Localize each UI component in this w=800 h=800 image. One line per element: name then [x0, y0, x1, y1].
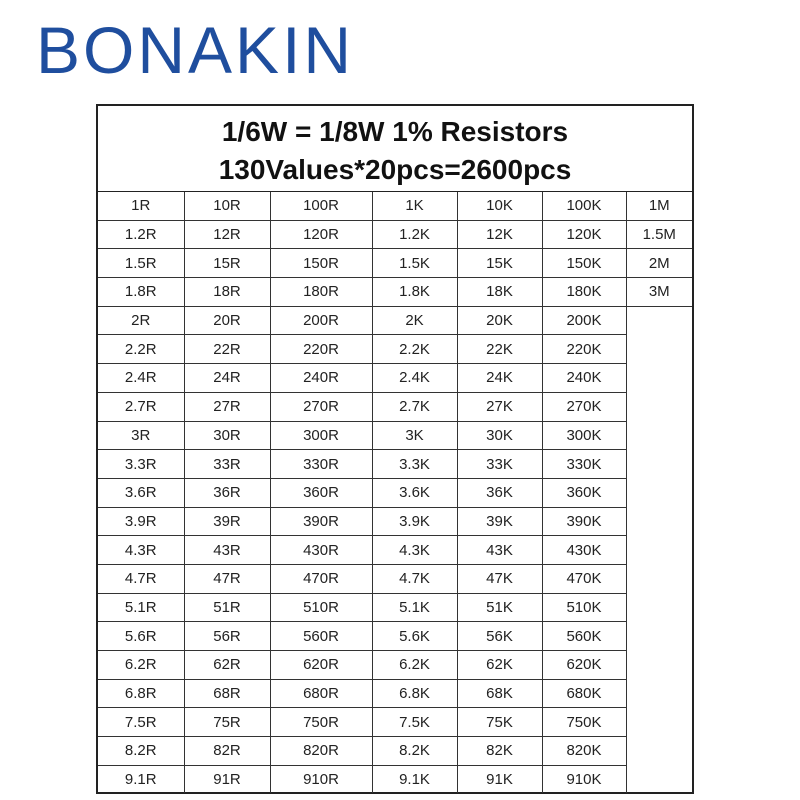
table-cell: 2.2R: [98, 335, 184, 364]
table-cell: 750K: [542, 708, 626, 737]
table-cell: 75K: [457, 708, 542, 737]
table-cell: 2.7R: [98, 392, 184, 421]
table-cell: 5.1K: [372, 593, 457, 622]
table-cell: [626, 536, 692, 565]
table-cell: 3R: [98, 421, 184, 450]
table-cell: 220R: [270, 335, 372, 364]
table-cell: 330R: [270, 450, 372, 479]
table-cell: 510R: [270, 593, 372, 622]
table-row: [98, 679, 692, 708]
table-cell: 56R: [184, 622, 270, 651]
table-cell: 560K: [542, 622, 626, 651]
table-cell: 470R: [270, 564, 372, 593]
table-cell: 30R: [184, 421, 270, 450]
table-cell: 15K: [457, 249, 542, 278]
table-cell: 6.2R: [98, 651, 184, 680]
table-cell: 9.1K: [372, 765, 457, 793]
table-cell: 5.1R: [98, 593, 184, 622]
table-cell: [626, 478, 692, 507]
table-cell: 820R: [270, 737, 372, 766]
table-cell: 33R: [184, 450, 270, 479]
table-row: [98, 564, 692, 593]
table-cell: 1R: [98, 192, 184, 220]
table-cell: 100K: [542, 192, 626, 220]
table-cell: 4.3K: [372, 536, 457, 565]
table-cell: [626, 593, 692, 622]
table-cell: 150K: [542, 249, 626, 278]
table-cell: 240K: [542, 364, 626, 393]
table-row: [98, 220, 692, 249]
table-cell: 180R: [270, 278, 372, 307]
table-cell: [626, 392, 692, 421]
table-cell: 330K: [542, 450, 626, 479]
table-cell: 7.5K: [372, 708, 457, 737]
resistor-chart: [96, 104, 694, 794]
table-cell: [626, 306, 692, 335]
table-cell: 3K: [372, 421, 457, 450]
table-cell: 470K: [542, 564, 626, 593]
table-cell: [626, 651, 692, 680]
brand-logo: BONAKIN: [36, 13, 355, 87]
table-cell: 1K: [372, 192, 457, 220]
table-cell: [626, 765, 692, 793]
table-cell: 2.4K: [372, 364, 457, 393]
table-cell: [626, 450, 692, 479]
table-cell: 68R: [184, 679, 270, 708]
table-cell: 30K: [457, 421, 542, 450]
table-cell: [626, 622, 692, 651]
table-row: [98, 306, 692, 335]
table-cell: 91K: [457, 765, 542, 793]
table-row: [98, 364, 692, 393]
table-cell: 270K: [542, 392, 626, 421]
table-cell: 3.9K: [372, 507, 457, 536]
table-cell: 24K: [457, 364, 542, 393]
table-cell: 39R: [184, 507, 270, 536]
table-cell: 27R: [184, 392, 270, 421]
table-cell: 39K: [457, 507, 542, 536]
table-row: [98, 421, 692, 450]
table-cell: 24R: [184, 364, 270, 393]
table-cell: 15R: [184, 249, 270, 278]
table-cell: 75R: [184, 708, 270, 737]
table-cell: [626, 335, 692, 364]
table-cell: 1M: [626, 192, 692, 220]
table-cell: 2M: [626, 249, 692, 278]
table-cell: 43R: [184, 536, 270, 565]
table-cell: 3.9R: [98, 507, 184, 536]
table-cell: 4.7R: [98, 564, 184, 593]
table-cell: 360K: [542, 478, 626, 507]
chart-header: [98, 106, 692, 192]
table-cell: 51R: [184, 593, 270, 622]
table-cell: 12R: [184, 220, 270, 249]
table-row: [98, 450, 692, 479]
table-cell: 620R: [270, 651, 372, 680]
table-cell: 1.8K: [372, 278, 457, 307]
table-row: [98, 278, 692, 307]
table-cell: 820K: [542, 737, 626, 766]
table-cell: [626, 708, 692, 737]
table-cell: 18K: [457, 278, 542, 307]
table-row: [98, 708, 692, 737]
table-row: [98, 335, 692, 364]
table-cell: 2.2K: [372, 335, 457, 364]
table-cell: 430R: [270, 536, 372, 565]
table-cell: 47R: [184, 564, 270, 593]
table-cell: 4.7K: [372, 564, 457, 593]
table-cell: 91R: [184, 765, 270, 793]
table-cell: 910K: [542, 765, 626, 793]
table-cell: 56K: [457, 622, 542, 651]
table-row: [98, 651, 692, 680]
table-cell: 120R: [270, 220, 372, 249]
table-cell: 3.3R: [98, 450, 184, 479]
table-cell: 240R: [270, 364, 372, 393]
table-cell: 680K: [542, 679, 626, 708]
table-cell: 18R: [184, 278, 270, 307]
table-cell: 390K: [542, 507, 626, 536]
table-cell: 2.4R: [98, 364, 184, 393]
table-cell: 27K: [457, 392, 542, 421]
table-cell: 22K: [457, 335, 542, 364]
table-cell: 270R: [270, 392, 372, 421]
table-cell: 680R: [270, 679, 372, 708]
title-line2: 130Values*20pcs=2600pcs: [218, 154, 572, 185]
table-cell: 120K: [542, 220, 626, 249]
table-cell: 180K: [542, 278, 626, 307]
table-cell: 1.8R: [98, 278, 184, 307]
table-cell: 12K: [457, 220, 542, 249]
table-cell: 51K: [457, 593, 542, 622]
table-cell: [626, 679, 692, 708]
table-cell: 82R: [184, 737, 270, 766]
table-cell: 1.5R: [98, 249, 184, 278]
table-cell: 6.2K: [372, 651, 457, 680]
table-cell: 1.2K: [372, 220, 457, 249]
table-cell: 150R: [270, 249, 372, 278]
table-cell: [626, 737, 692, 766]
table-cell: 68K: [457, 679, 542, 708]
table-cell: 5.6R: [98, 622, 184, 651]
table-cell: 36R: [184, 478, 270, 507]
table-cell: 220K: [542, 335, 626, 364]
table-row: [98, 622, 692, 651]
table-cell: 7.5R: [98, 708, 184, 737]
table-cell: 510K: [542, 593, 626, 622]
table-row: [98, 593, 692, 622]
table-cell: 10K: [457, 192, 542, 220]
table-cell: 2.7K: [372, 392, 457, 421]
table-row: [98, 478, 692, 507]
table-cell: 43K: [457, 536, 542, 565]
table-cell: 1.2R: [98, 220, 184, 249]
table-row: [98, 536, 692, 565]
table-cell: [626, 364, 692, 393]
table-row: [98, 392, 692, 421]
table-cell: 750R: [270, 708, 372, 737]
table-cell: 20R: [184, 306, 270, 335]
table-cell: 300R: [270, 421, 372, 450]
resistor-value-table: [98, 192, 692, 793]
table-cell: 47K: [457, 564, 542, 593]
table-cell: 3.6R: [98, 478, 184, 507]
table-cell: 620K: [542, 651, 626, 680]
table-cell: 2R: [98, 306, 184, 335]
table-cell: 82K: [457, 737, 542, 766]
table-cell: 6.8R: [98, 679, 184, 708]
title-line1: 1/6W = 1/8W 1% Resistors: [221, 116, 569, 147]
table-cell: 2K: [372, 306, 457, 335]
table-cell: 390R: [270, 507, 372, 536]
table-cell: 9.1R: [98, 765, 184, 793]
table-cell: 62R: [184, 651, 270, 680]
table-cell: 62K: [457, 651, 542, 680]
table-cell: 1.5M: [626, 220, 692, 249]
table-row: [98, 765, 692, 793]
table-cell: [626, 507, 692, 536]
table-cell: 3.6K: [372, 478, 457, 507]
table-cell: 560R: [270, 622, 372, 651]
table-cell: 1.5K: [372, 249, 457, 278]
table-cell: 430K: [542, 536, 626, 565]
table-cell: 22R: [184, 335, 270, 364]
table-cell: 20K: [457, 306, 542, 335]
table-cell: 3.3K: [372, 450, 457, 479]
table-cell: [626, 564, 692, 593]
table-cell: [626, 421, 692, 450]
table-cell: 8.2R: [98, 737, 184, 766]
table-cell: 3M: [626, 278, 692, 307]
table-row: [98, 507, 692, 536]
table-cell: 200K: [542, 306, 626, 335]
table-cell: 200R: [270, 306, 372, 335]
table-cell: 4.3R: [98, 536, 184, 565]
table-cell: 5.6K: [372, 622, 457, 651]
table-cell: 6.8K: [372, 679, 457, 708]
table-cell: 360R: [270, 478, 372, 507]
table-row: [98, 737, 692, 766]
table-cell: 36K: [457, 478, 542, 507]
table-cell: 100R: [270, 192, 372, 220]
table-cell: 10R: [184, 192, 270, 220]
table-row: [98, 249, 692, 278]
table-cell: 33K: [457, 450, 542, 479]
table-cell: 910R: [270, 765, 372, 793]
table-cell: 300K: [542, 421, 626, 450]
table-row: [98, 192, 692, 220]
table-cell: 8.2K: [372, 737, 457, 766]
